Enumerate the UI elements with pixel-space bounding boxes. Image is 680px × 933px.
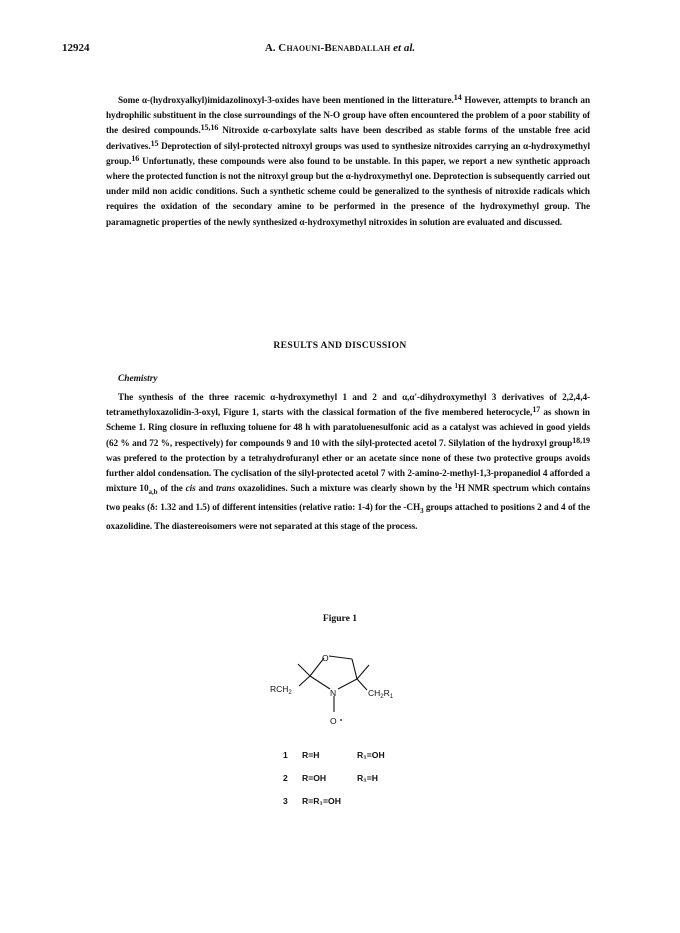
structure-drawing <box>268 634 408 744</box>
author-initial: A. <box>264 42 276 54</box>
chem-text-1: The synthesis of the three racemic α-hydroxymethyl 1 and 2 and α,α'-dihydroxymethyl 3 derivatives of 2,2,4,4-tetramethyloxazolidin-3-oxyl, Figure 1, starts with the classical formation of the five membered heterocycle, <box>106 392 590 418</box>
chem-text-6: oxazolidines. Such a mixture was clearly shown by the <box>237 483 452 494</box>
radical-dot <box>340 719 342 721</box>
atom-n: N <box>330 688 337 698</box>
bond <box>310 676 330 689</box>
intro-text-2: However, attempts to branch an hydrophilic substituent in the close surroundings of the N-O group have often encountered the problem of a poor stability of the desired compounds. <box>106 95 591 136</box>
page-number: 12924 <box>62 42 90 54</box>
oxazolidine-structure <box>268 634 408 744</box>
intro-paragraph <box>106 93 590 230</box>
intro-text-4: Deprotection of silyl-protected nitroxyl groups was used to synthesize nitroxides carrying an α-hydroxymethyl group. <box>106 140 590 166</box>
bond <box>338 679 357 689</box>
cis-label: cis <box>185 483 196 494</box>
trans-label: trans <box>215 483 236 494</box>
citation: 15,16 <box>200 123 219 133</box>
bond <box>352 659 357 679</box>
figure-title: Figure 1 <box>322 613 358 624</box>
intro-text-5: Unfortunatly, these compounds were also found to be unstable. In this paper, we report a new synthetic approach where the protected function is not the nitroxyl group but the α-hydroxymethyl one. Deprotection is subsequently carried out under mild non acidic conditions. Such a synthetic scheme could be generalized to the synthesis of nitroxide radicals which requires the oxidation of the secondary amine to be performed in the presence of the hydroxymethyl group. The paramagnetic properties of the newly synthesized α-hydroxymethyl nitroxides in solution are evaluated and discussed. <box>106 155 590 227</box>
atom-o-oxyl: O <box>330 716 337 726</box>
left-substituent: $RCH_2$ <box>270 684 292 696</box>
bond <box>298 664 310 676</box>
compound-number: 1 <box>283 750 288 760</box>
citation: 14 <box>453 93 462 102</box>
intro-text-1: Some α-(hydroxyalkyl)imidazolinoxyl-3-oxides have been mentioned in the litterature. <box>118 95 454 105</box>
compound-number: 2 <box>283 773 288 783</box>
author-surname: Chaouni-Benabdallah <box>278 42 391 54</box>
subscript: 3 <box>420 507 424 516</box>
running-head <box>0 42 680 54</box>
chem-text-3: was prefered to the protection by a tetrahydrofuranyl ether or an acetate since none of these two protective groups avoids further aldol condensation. The cyclisation of the silyl-protected acetol 7 with 2-amino-2-methyl-1,3-propanediol 4 afforded a mixture 10 <box>106 452 590 494</box>
citation: 15 <box>150 138 159 148</box>
subheading: Chemistry <box>118 374 158 384</box>
chem-text-5: and <box>198 483 214 494</box>
compound-r: R=H <box>302 750 320 760</box>
chemistry-paragraph <box>106 390 590 534</box>
citation: 18,19 <box>572 435 590 445</box>
compound-r1: R₁=OH <box>357 750 385 760</box>
section-heading: RESULTS AND DISCUSSION <box>273 340 407 351</box>
chem-text-7: H NMR spectrum which contains two peaks (δ: 1.32 and 1.5) of different intensities (relative ratio: 1-4) for the -CH <box>106 483 590 513</box>
compound-r: R=OH <box>302 773 327 783</box>
intro-text-3: Nitroxide α-carboxylate salts have been described as stable forms of the unstable free acid derivatives. <box>106 125 591 151</box>
citation: 17 <box>532 405 541 415</box>
compound-number: 3 <box>283 796 288 806</box>
bond <box>357 679 367 690</box>
compound-r: R=R₁=OH <box>302 796 341 806</box>
right-substituent: $CH_2R_1$ <box>368 688 394 700</box>
chem-text-4: of the <box>160 483 183 494</box>
bond <box>357 665 369 679</box>
chem-text-8: groups attached to positions 2 and 4 of the oxazolidine. The diastereoisomers were not separated at this stage of the process. <box>106 502 590 532</box>
et-al: et al. <box>393 42 416 54</box>
compound-r1: R₁=H <box>357 773 378 783</box>
subscript: a,b <box>148 488 158 497</box>
bond <box>329 656 352 659</box>
ring-bonds <box>298 656 369 712</box>
bond <box>299 676 310 686</box>
citation: 16 <box>131 153 140 163</box>
chem-text-2: as shown in Scheme 1. Ring closure in refluxing toluene for 48 h with paratoluenesulfonic acid as a catalyst was achieved in good yields (62 % and 72 %, respectively) for compounds 9 and 10 with the silyl-protected acetol 7. Silylation of the hydroxyl group <box>106 407 590 448</box>
atom-o: O <box>322 653 329 663</box>
nmr-superscript: 1 <box>454 482 458 491</box>
